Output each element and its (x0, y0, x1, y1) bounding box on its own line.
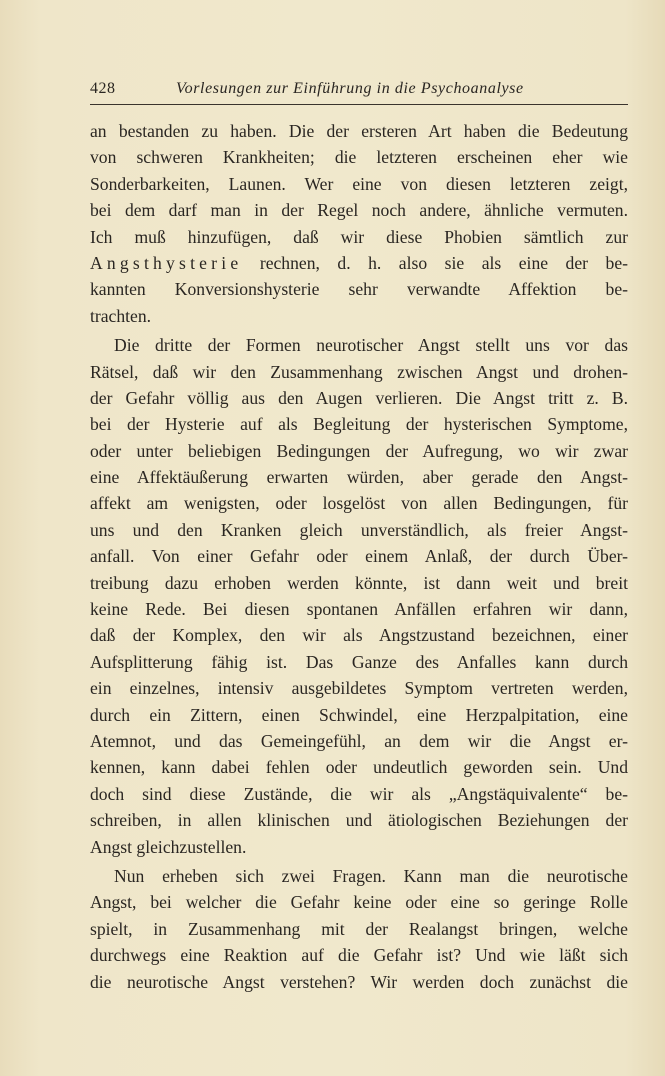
text-line: oder unter beliebigen Bedingungen der Aufregung, wo wir zwar (90, 440, 628, 461)
text-line: keine Rede. Bei diesen spontanen Anfällen erfahren wir dann, (90, 599, 628, 620)
text-line: anfall. Von einer Gefahr oder einem Anlaß, der durch Über- (90, 546, 628, 567)
text-line: spielt, in Zusammenhang mit der Realangst bringen, welche (90, 918, 628, 939)
text-line: durchwegs eine Reaktion auf die Gefahr ist? Und wie läßt sich (90, 945, 628, 966)
text-line: kannten Konversionshysterie sehr verwandte Affektion be- (90, 279, 628, 300)
text-line: affekt am wenigsten, oder losgelöst von allen Bedingungen, für (90, 493, 628, 514)
text-line: Angst gleichzustellen. (90, 836, 247, 857)
text-line: daß der Komplex, den wir als Angstzustand bezeichnen, einer (90, 625, 628, 646)
text-line: an bestanden zu haben. Die der ersteren Art haben die Bedeutung (90, 121, 628, 141)
text-line: der Gefahr völlig aus den Augen verlieren. Die Angst tritt z. B. (90, 387, 628, 408)
text-line: schreiben, in allen klinischen und ätiologischen Beziehungen der (90, 810, 628, 831)
emphasized-term: Angsthysterie (90, 252, 243, 273)
text-line: die neurotische Angst verstehen? Wir werden doch zunächst die (90, 971, 628, 992)
text-line: durch ein Zittern, einen Schwindel, eine Herzpalpitation, eine (90, 704, 628, 725)
paragraph-3 (90, 863, 628, 995)
text-line: von schweren Krankheiten; die letzteren erscheinen eher wie (90, 147, 628, 168)
text-line: doch sind diese Zustände, die wir als „Angstäquivalente“ be- (90, 783, 628, 804)
text-line: uns und den Kranken gleich unverständlich, als freier Angst- (90, 519, 628, 540)
running-title: Vorlesungen zur Einführung in die Psychoanalyse (176, 80, 524, 97)
text-line: bei dem darf man in der Regel noch andere, ähnliche vermuten. (90, 200, 628, 221)
text-line: Aufsplitterung fähig ist. Das Ganze des Anfalles kann durch (90, 651, 628, 672)
text-line: Ich muß hinzufügen, daß wir diese Phobien sämtlich zur (90, 226, 628, 247)
text-line: Angsthysterie rechnen, d. h. also sie als eine der be- (90, 252, 628, 273)
text-line: kennen, kann dabei fehlen oder undeutlich geworden sein. Und (90, 757, 628, 778)
page-number: 428 (90, 80, 116, 97)
text-line: bei der Hysterie auf als Begleitung der hysterischen Symptome, (90, 414, 628, 435)
body-text (90, 118, 628, 995)
paragraph-2 (90, 332, 628, 860)
text-line: Nun erheben sich zwei Fragen. Kann man die neurotische (114, 865, 628, 886)
text-line: Sonderbarkeiten, Launen. Wer eine von diesen letzteren zeigt, (90, 173, 628, 194)
running-head (90, 78, 628, 100)
text-line: Angst, bei welcher die Gefahr keine oder eine so geringe Rolle (90, 892, 628, 913)
text-line: treibung dazu erhoben werden könnte, ist dann weit und breit (90, 572, 628, 593)
text-line: eine Affektäußerung erwarten würden, aber gerade den Angst- (90, 467, 628, 488)
text-line: Rätsel, daß wir den Zusammenhang zwischen Angst und drohen- (90, 361, 628, 382)
text-line: Atemnot, und das Gemeingefühl, an dem wir die Angst er- (90, 730, 628, 751)
paragraph-1 (90, 118, 628, 329)
text-line: Die dritte der Formen neurotischer Angst stellt uns vor das (114, 335, 628, 356)
text-line: trachten. (90, 305, 152, 326)
header-rule (90, 104, 628, 105)
text-line: ein einzelnes, intensiv ausgebildetes Symptom vertreten werden, (90, 678, 628, 699)
